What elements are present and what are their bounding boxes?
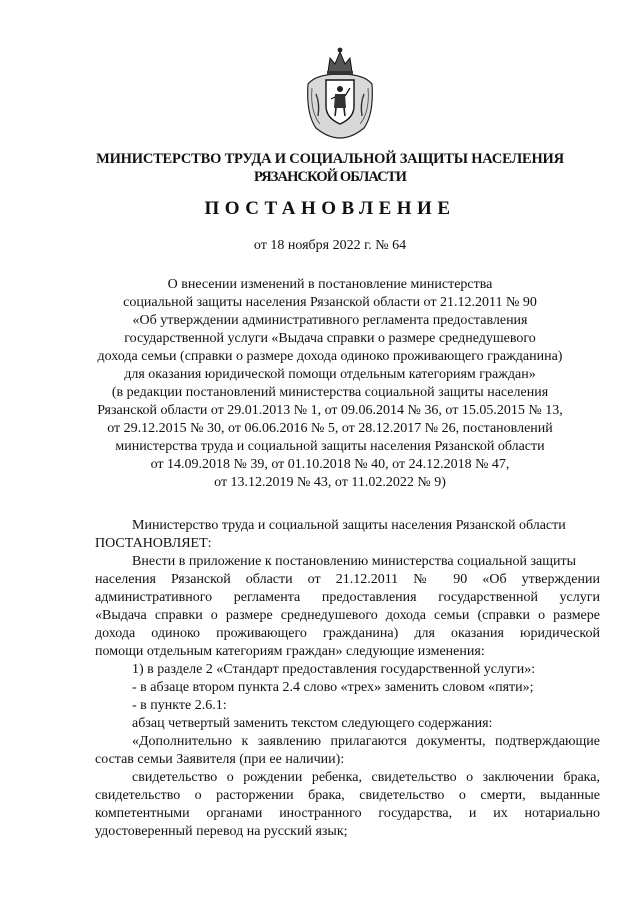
body-line: Министерство труда и социальной защиты населения Рязанской области — [132, 518, 566, 533]
body-line: абзац четвертый заменить текстом следующего содержания: — [132, 716, 493, 731]
document-body — [95, 517, 600, 841]
subject-line: от 13.12.2019 № 43, от 11.02.2022 № 9) — [214, 475, 446, 490]
body-line: помощи отдельным категориям граждан» следующие изменения: — [95, 644, 485, 659]
subject-line: дохода семьи (справки о размере дохода одиноко проживающего гражданина) — [97, 349, 563, 364]
body-line: удостоверенный перевод на русский язык; — [95, 824, 348, 839]
body-line: 1) в разделе 2 «Стандарт предоставления государственной услуги»: — [132, 662, 536, 677]
subject-line: государственной услуги «Выдача справки о размере среднедушевого — [124, 331, 536, 346]
coat-of-arms-icon — [302, 44, 378, 140]
body-line: свидетельство о расторжении брака, свидетельство о смерти, выданные — [95, 788, 600, 803]
body-line: - в абзаце втором пункта 2.4 слово «трех» заменить словом «пяти»; — [132, 680, 534, 695]
body-line: ПОСТАНОВЛЯЕТ: — [95, 536, 212, 551]
body-line: Внести в приложение к постановлению министерства социальной защиты — [132, 554, 577, 569]
document-subject — [70, 276, 590, 492]
ministry-heading — [60, 150, 600, 186]
body-line: дохода одиноко проживающего гражданина) для оказания юридической — [95, 626, 600, 641]
subject-line: Рязанской области от 29.01.2013 № 1, от 09.06.2014 № 36, от 15.05.2015 № 13, — [97, 403, 563, 418]
body-line: населения Рязанской области от 21.12.2011 № 90 «Об утверждении — [95, 572, 600, 587]
body-line: свидетельство о рождении ребенка, свидетельство о заключении брака, — [132, 770, 600, 785]
subject-line: социальной защиты населения Рязанской области от 21.12.2011 № 90 — [123, 295, 537, 310]
body-line: состав семьи Заявителя (при ее наличии): — [95, 752, 345, 767]
subject-line: министерства труда и социальной защиты населения Рязанской области — [115, 439, 545, 454]
body-line: - в пункте 2.6.1: — [132, 698, 227, 713]
subject-line: «Об утверждении административного регламента предоставления — [132, 313, 528, 328]
subject-line: для оказания юридической помощи отдельным категориям граждан» — [124, 367, 536, 382]
subject-line: от 14.09.2018 № 39, от 01.10.2018 № 40, от 24.12.2018 № 47, — [150, 457, 510, 472]
body-line: «Дополнительно к заявлению прилагаются документы, подтверждающие — [132, 734, 600, 749]
body-line: «Выдача справки о размере среднедушевого дохода семьи (справки о размере — [95, 608, 600, 623]
ministry-heading-line-2: РЯЗАНСКОЙ ОБЛАСТИ — [254, 169, 406, 185]
document-title: ПОСТАНОВЛЕНИЕ — [204, 198, 456, 219]
ministry-heading-line-1: МИНИСТЕРСТВО ТРУДА И СОЦИАЛЬНОЙ ЗАЩИТЫ НАСЕЛЕНИЯ — [96, 151, 564, 167]
subject-line: О внесении изменений в постановление министерства — [167, 277, 493, 292]
subject-line: от 29.12.2015 № 30, от 06.06.2016 № 5, от 28.12.2017 № 26, постановлений — [107, 421, 553, 436]
body-line: административного регламента предоставления государственной услуги — [95, 590, 600, 605]
body-line: компетентными органами иностранного государства, и их нотариально — [95, 806, 600, 821]
subject-line: (в редакции постановлений министерства социальной защиты населения — [111, 385, 549, 400]
document-date-number: от 18 ноября 2022 г. № 64 — [253, 238, 407, 253]
